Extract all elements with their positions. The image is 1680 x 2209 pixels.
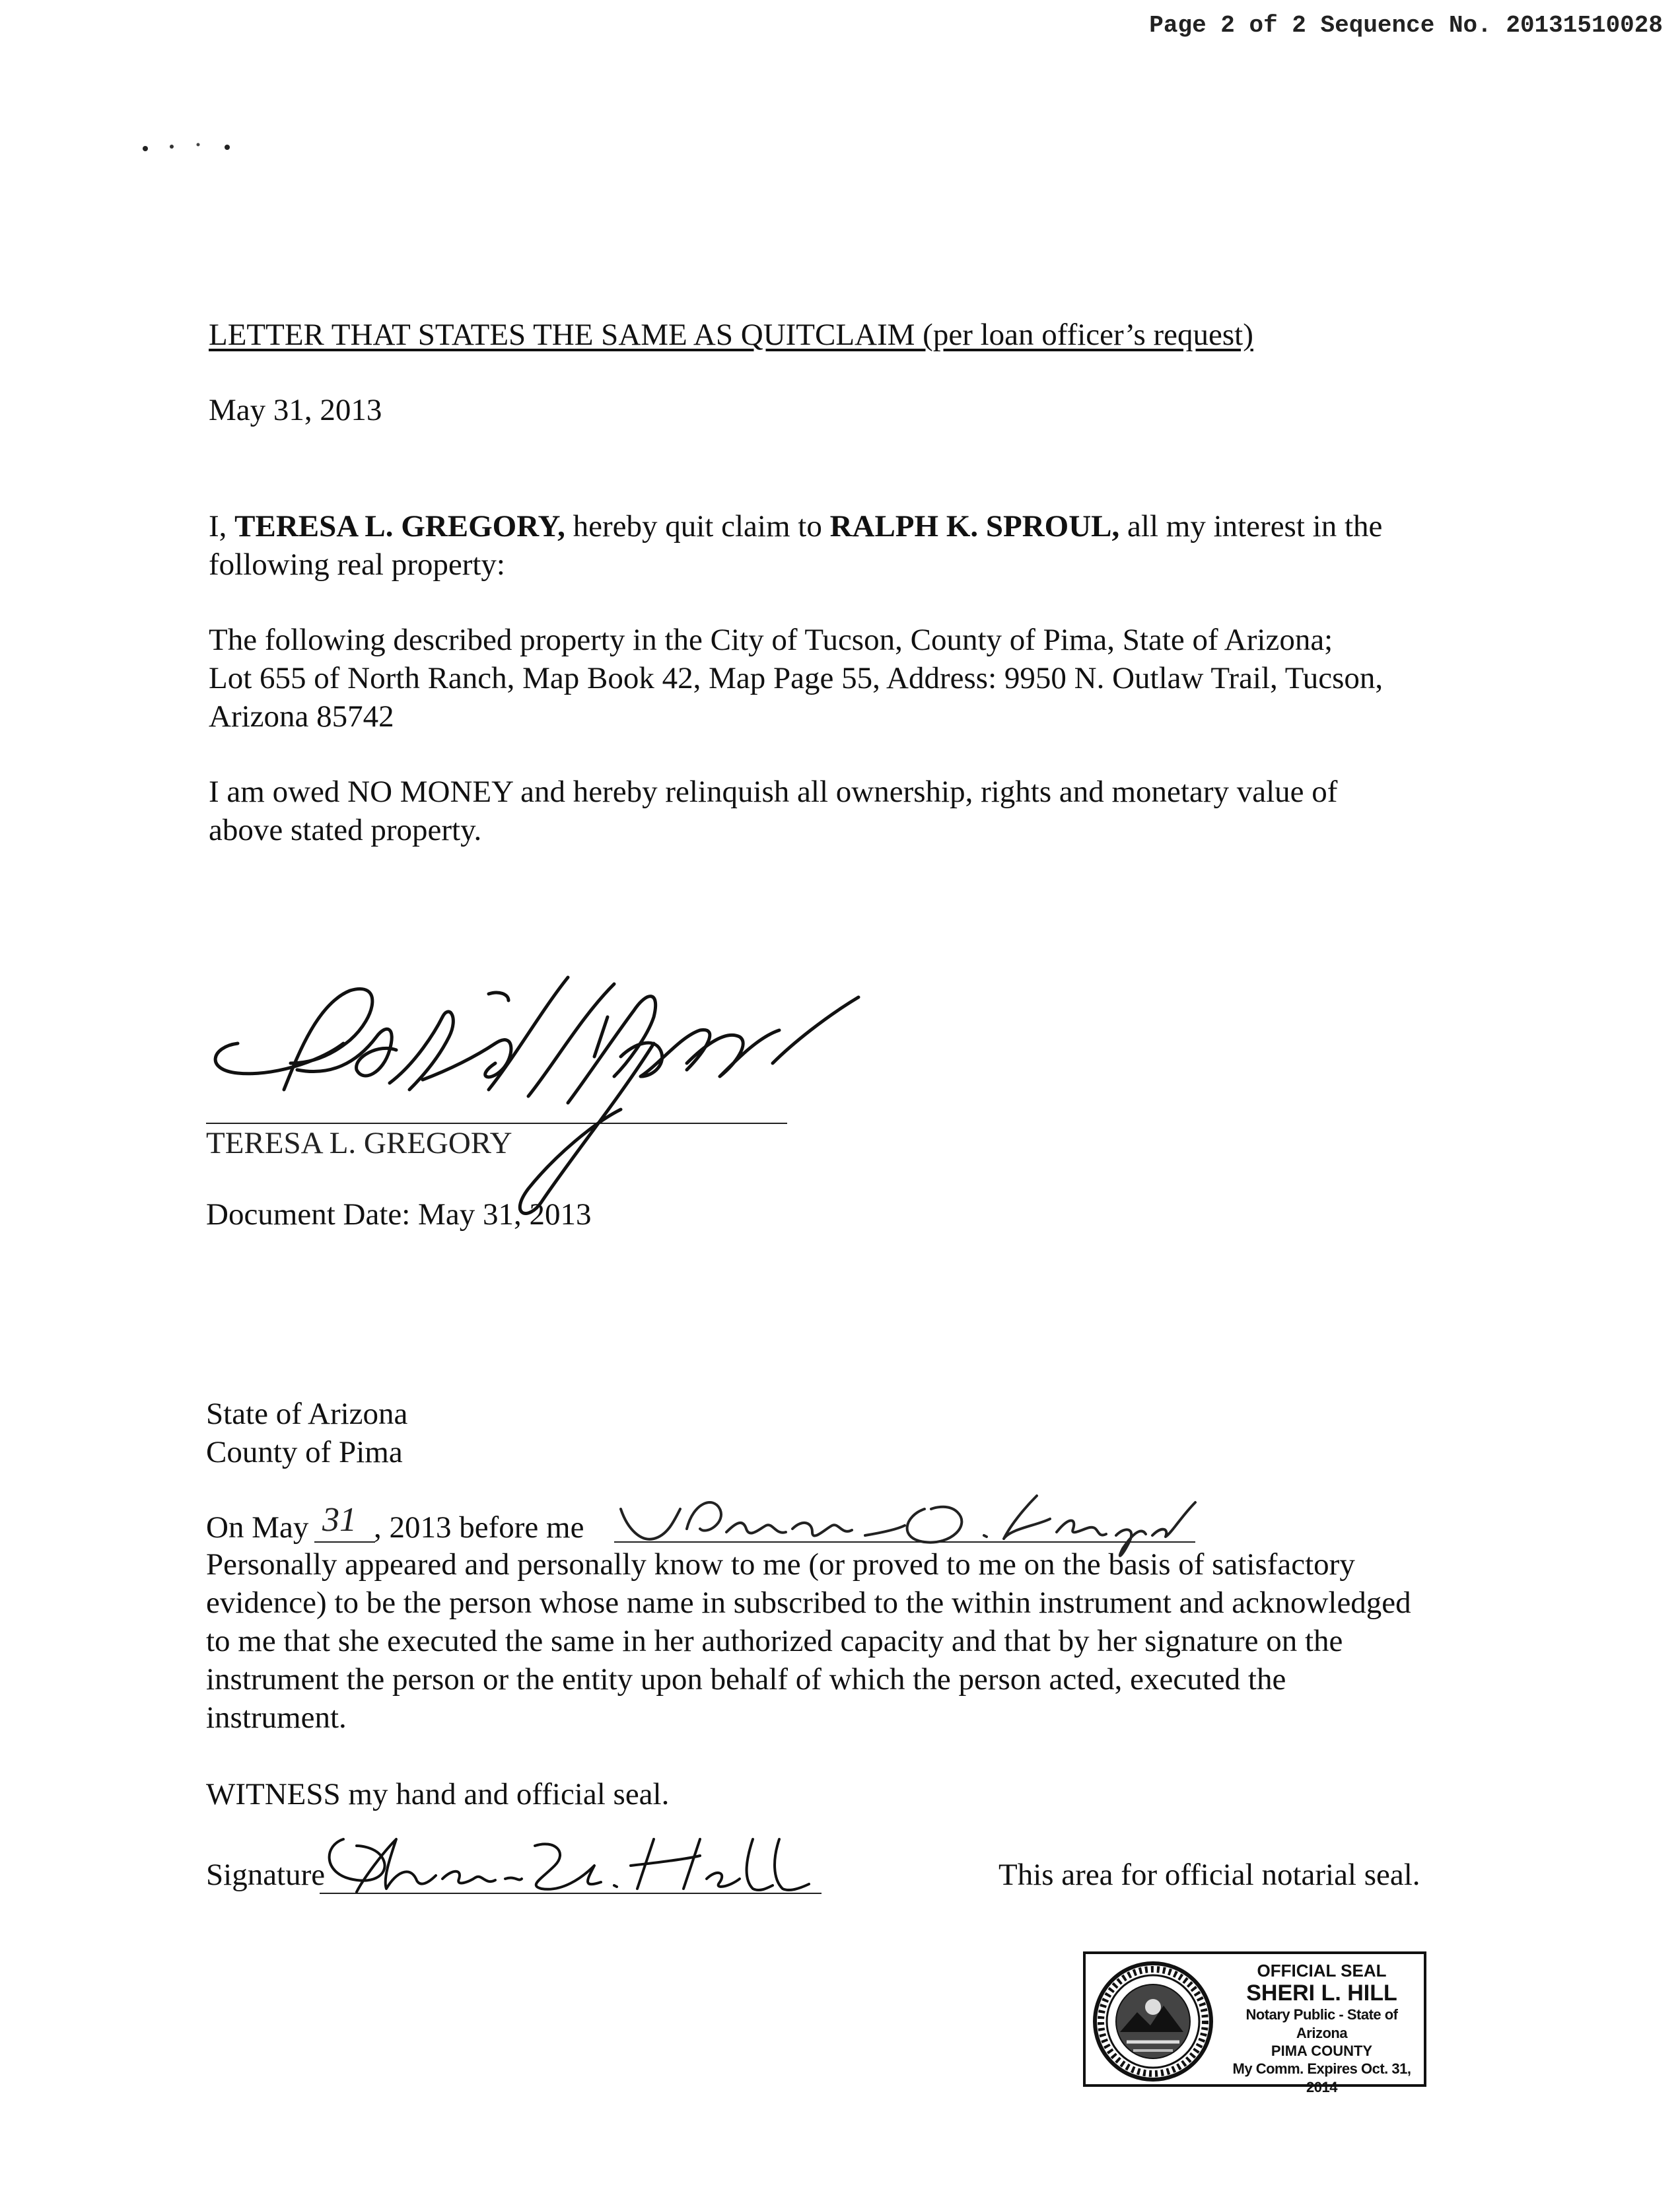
arizona-state-seal-icon — [1091, 1959, 1215, 2084]
relinquish-statement-line2: above stated property. — [209, 813, 482, 847]
grantee-name: RALPH K. SPROUL, — [829, 509, 1120, 543]
document-date: Document Date: May 31, 2013 — [206, 1197, 592, 1232]
sheri-hill-signature-icon — [317, 1826, 832, 1905]
property-description-line3: Arizona 85742 — [209, 699, 394, 734]
quitclaim-statement-line2: following real property: — [209, 547, 505, 582]
grantor-name: TERESA L. GREGORY, — [234, 509, 565, 543]
quitclaim-statement — [209, 507, 1382, 545]
handwritten-day: 31 — [322, 1501, 357, 1539]
notary-year-before-me: , 2013 before me — [374, 1510, 584, 1545]
property-description-line2: Lot 655 of North Ranch, Map Book 42, Map Page 55, Address: 9950 N. Outlaw Trail, Tucson, — [209, 661, 1383, 695]
statement-prefix: I, — [209, 509, 235, 543]
statement-middle: hereby quit claim to — [565, 509, 830, 543]
seal-title: OFFICIAL SEAL — [1257, 1961, 1387, 1981]
day-blank-line — [314, 1541, 375, 1543]
page-sequence-header: Page 2 of 2 Sequence No. 20131510028 — [1149, 12, 1663, 39]
seal-text-block — [1221, 1961, 1422, 2097]
statement-suffix: all my interest in the — [1119, 509, 1383, 543]
official-notary-seal — [1083, 1951, 1426, 2095]
notary-body-line2: evidence) to be the person whose name in subscribed to the within instrument and acknowledged — [206, 1586, 1411, 1620]
scan-artifact-dots-icon — [140, 135, 239, 155]
notarial-seal-area-label: This area for official notarial seal. — [998, 1858, 1420, 1892]
notary-signature-label: Signature — [206, 1858, 326, 1892]
notary-county: County of Pima — [206, 1435, 403, 1469]
notary-body-line3: to me that she executed the same in her authorized capacity and that by her signature on the — [206, 1624, 1343, 1658]
seal-notary-name: SHERI L. HILL — [1246, 1981, 1397, 2006]
notary-on-prefix: On May — [206, 1510, 309, 1545]
grantor-printed-name: TERESA L. GREGORY — [206, 1126, 512, 1160]
notary-body-line1: Personally appeared and personally know to me (or proved to me on the basis of satisfactory — [206, 1547, 1355, 1582]
notary-body-line5: instrument. — [206, 1701, 347, 1735]
seal-county: PIMA COUNTY — [1271, 2043, 1373, 2059]
notary-body-line4: instrument the person or the entity upon behalf of which the person acted, executed the — [206, 1662, 1286, 1697]
notary-state: State of Arizona — [206, 1397, 408, 1431]
witness-statement: WITNESS my hand and official seal. — [206, 1777, 670, 1811]
property-description-line1: The following described property in the City of Tucson, County of Pima, State of Arizona; — [209, 623, 1333, 657]
letter-date: May 31, 2013 — [209, 393, 382, 427]
relinquish-statement-line1: I am owed NO MONEY and hereby relinquish all ownership, rights and monetary value of — [209, 775, 1338, 809]
letter-heading: LETTER THAT STATES THE SAME AS QUITCLAIM (per loan officer’s request) — [209, 318, 1253, 352]
seal-commission-expiry: My Comm. Expires Oct. 31, 2014 — [1232, 2060, 1411, 2095]
seal-notary-public-line: Notary Public - State of Arizona — [1245, 2006, 1398, 2041]
